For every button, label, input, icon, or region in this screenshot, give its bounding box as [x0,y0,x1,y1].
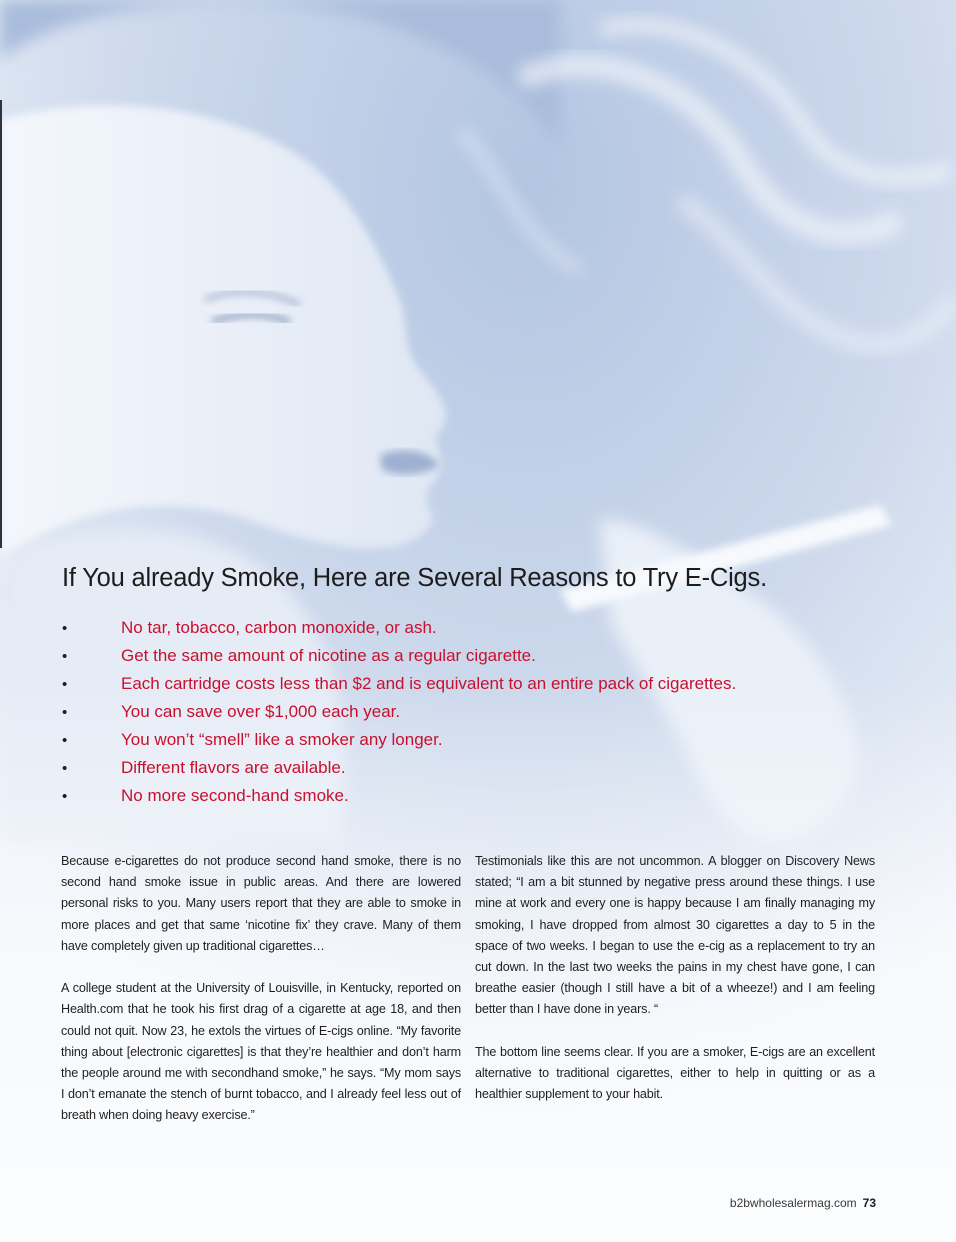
reason-text: Each cartridge costs less than $2 and is equivalent to an entire pack of cigarettes. [121,674,737,693]
reason-text: Get the same amount of nicotine as a regular cigarette. [121,646,536,665]
bullet-glyph: • [62,788,68,805]
list-item [62,730,922,758]
article-headline: If You already Smoke, Here are Several Reasons to Try E-Cigs. [62,564,767,592]
body-column-left [61,851,461,1148]
list-item [62,646,922,674]
bullet-glyph: • [62,648,68,665]
list-item [62,758,922,786]
body-paragraph: Because e-cigarettes do not produce second hand smoke, there is no second hand smoke issue in public areas. And there are lowered personal risks to you. Many users report that they are able to smoke in more places and get that same ‘nicotine fix’ they crave. Many of them have completely given up traditional cigarettes… [61,854,461,953]
list-item [62,786,922,814]
bullet-glyph: • [62,676,68,693]
bullet-glyph: • [62,732,68,749]
page-number: 73 [862,1196,876,1210]
left-edge-rule [0,100,2,548]
bullet-glyph: • [62,760,68,777]
reason-text: Different flavors are available. [121,758,346,777]
body-paragraph: Testimonials like this are not uncommon. A blogger on Discovery News stated; “I am a bit stunned by negative press around these things. I use mine at work and every one is happy because I am finally managing my smoking, I have dropped from almost 30 cigarettes a day to 5 in the space of two weeks. I began to use the e-cig as a replacement to try an cut down. In the last two weeks the pains in my chest have gone, I can breathe easier (though I still have a bit of a wheeze!) and I am feeling better than I have done in years. “ [475,854,875,1017]
list-item [62,702,922,730]
footer-site-url: b2bwholesalermag.com [729,1196,857,1210]
bullet-glyph: • [62,620,68,637]
reason-text: No more second-hand smoke. [121,786,349,805]
reason-text: You won’t “smell” like a smoker any longer. [121,730,443,749]
body-paragraph: The bottom line seems clear. If you are a smoker, E-cigs are an excellent alternative to traditional cigarettes, either to help in quitting or as a healthier supplement to your habit. [475,1044,875,1102]
reasons-list [62,618,922,814]
body-paragraph: A college student at the University of Louisville, in Kentucky, reported on Health.com that he took his first drag of a cigarette at age 18, and then could not quit. Now 23, he extols the virtues of E-cigs online. “My favorite thing about [electronic cigarettes] is that they’re healthier and don’t harm the people around me with secondhand smoke,” he says. “My mom says I don’t emanate the stench of burnt tobacco, and I already feel less out of breath when doing heavy exercise.” [61,981,461,1123]
list-item [62,618,922,646]
body-column-right [475,851,875,1127]
reason-text: You can save over $1,000 each year. [121,702,401,721]
reason-text: No tar, tobacco, carbon monoxide, or ash. [121,618,437,637]
list-item [62,674,922,702]
page-footer [730,1196,876,1210]
bullet-glyph: • [62,704,68,721]
